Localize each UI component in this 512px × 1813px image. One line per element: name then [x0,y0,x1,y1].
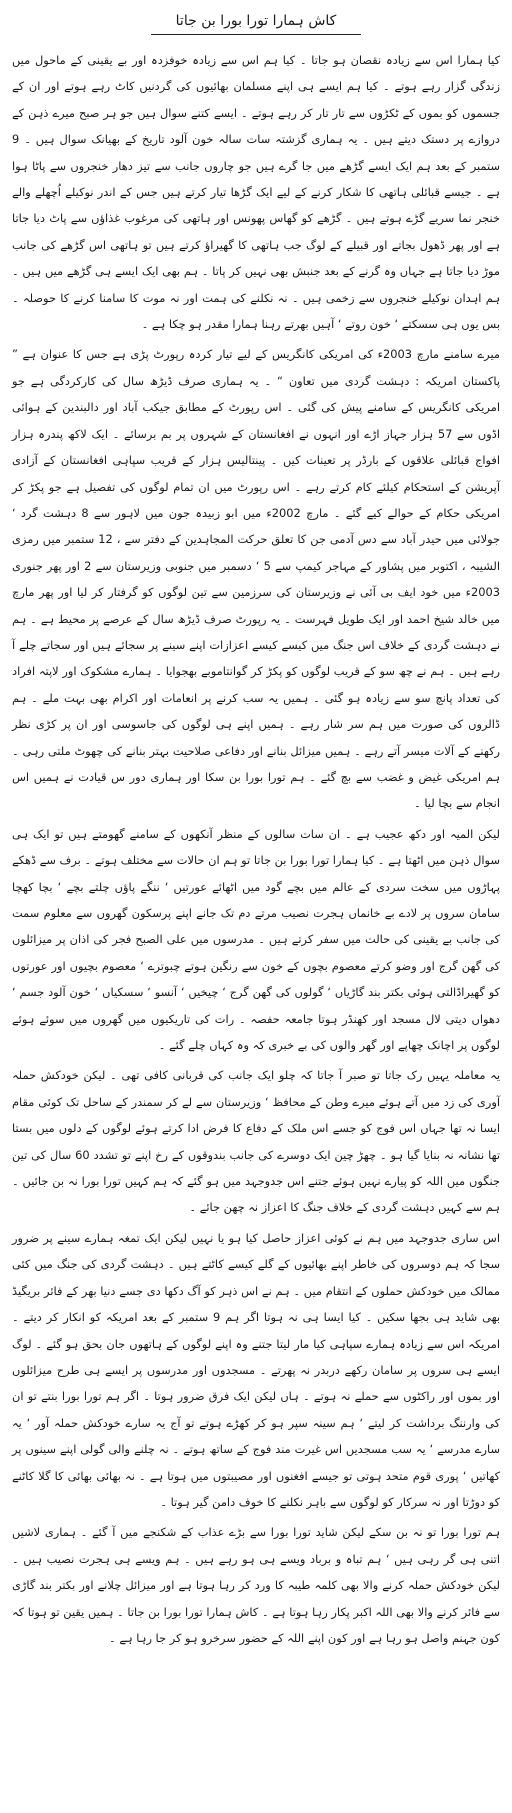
paragraph-5: اس ساری جدوجہد میں ہم نے کوئی اعزاز حاصل کیا ہو یا نہیں لیکن ایک تمغہ ہمارے سینے پر ضرور سجا کہ ہم دوسروں کی خاطر اپنے بھائیوں کے گلے کیسے کاٹتے ہیں ۔ دہشت گردی کی جنگ میں کئی ممالک میں خودکش حملوں کے انتقام میں ۔ ہم نے اس ذہر کو آگ دکھا دی جسے دنیا بھر کے فائر بریگیڈ بھی شاید ہی بجھا سکیں ۔ کیا ایسا ہی نہ ہوتا اگر ہم 9 ستمبر کے بعد امریکہ کو انکار کر دیتے ۔ امریکہ اس سے زیادہ ہمارے سپاہی کیا مار لیتا جتنے وہ اپنے لوگوں کے ہاتھوں جان بحق ہو گئے ۔ لوگ ایسے ہی سروں پر سامان رکھے دربدر نہ پھرتے ۔ مسجدوں اور مدرسوں پر ایسے ہی طرح میزائلوں اور بموں اور راکٹوں سے حملے نہ ہوتے ۔ ہاں لیکن ایک فرق ضرور ہوتا ۔ اگر ہم تورا بورا بنتے تو ان کی وارننگ برداشت کر لیتے ‘ ہم سینہ سپر ہو کر کھڑے ہوتے تو آج یہ سارے خودکش حملہ آور ‘ یہ سارے مدرسے ‘ یہ سب مسجدیں اس غیرت مند فوج کے ساتھ ہوتے ۔ نہ چلنے والی گولی اپنے سینوں پر کھاتیں ‘ پوری قوم متحد ہوتی تو جیسے افغنوں اور مصیبتوں میں ہوتا ہے ۔ نہ بھائی بھائی کا گلا کاٹنے کو دوڑتا اور نہ سرکار کو لوگوں سے باہر نکلنے کا خوف دامن گیر ہوتا ۔ [12,1230,500,1509]
paragraph-4: یہ معاملہ یہیں رک جاتا تو صبر آ جاتا کہ چلو ایک جانب کی قربانی کافی تھی ۔ لیکن خودکش حملہ آوری کی زد میں آتے ہوئے میرے وطن کے محافظ ‘ وزیرستان سے لے کر سمندر کے ساحل تک کوئی مقام ایسا نہ تھا جہاں اس فوج کو جسے اس ملک کے دفاع کا فرض ادا کرتے ہوئے لوگوں کے دلوں میں بستا تھا نشانہ نہ بنایا گیا ہو ۔ چھڑ چین ایک دوسرے کی جانب بندوقوں کے رخ اپنے تو تشدد 60 سال کی تین جنگوں میں اللہ کو پیارے نہیں ہوئے جتنے اس جدوجہد میں ہو گئے کہ ہم کہیں تورا بورا نہ بن جائیں ۔ ہم سے کہیں دہشت گردی کے خلاف جنگ کا اعزاز نہ چھن جائے ۔ [12,1068,500,1215]
title-underline [151,34,361,35]
paragraph-3: لیکن المیہ اور دکھ عجیب ہے ۔ ان سات سالوں کے منظر آنکھوں کے سامنے گھومتے ہیں تو ایک ہی سوال ذہن میں اٹھتا ہے ۔ کیا ہمارا تورا بورا بن جاتا تو ہم ان حالات سے مختلف ہوتے ۔ برف سے ڈھکے پہاڑوں میں سخت سردی کے عالم میں بچے گود میں اٹھائے عورتیں ‘ ننگے پاؤں چلتے بچے ‘ بچا کھچا سامان سروں پر لادے بے خانماں ہجرت نصیب مرتے دم تک جانے اپنے پرسکون گھروں سے معلوم سمت کی جانب بے یقینی کی حالت میں سفر کرتے ہیں ۔ مدرسوں میں علی الصبح فجر کی اذان پر میزائلوں کی گھن گرج اور وضو کرتے معصوم بچوں کے خون سے رنگین ہوتے چبوترے ‘ معصوم بچیوں اور عورتوں کو گھیراڈالتی ہوئی بکتر بند گاڑیاں ‘ گولوں کی گھن گرج ‘ چیخیں ‘ آنسو ‘ سسکیاں ‘ خون آلود جسم ‘ دھواں دیتی لال مسجد اور کھنڈر ہوتا جامعہ حفصہ ۔ رات کی تاریکیوں میں گھروں میں سوئے ہوئے لوگوں پر اچانک چھاپے اور گھر والوں کی بے خبری کہ وہ کہاں چلے گئے ۔ [12,826,500,1053]
article-body [12,47,500,1651]
article-title: کاش ہمارا تورا بورا بن جاتا [175,13,337,29]
paragraph-6: ہم تورا بورا تو نہ بن سکے لیکن شاید تورا بورا سے بڑے عذاب کے شکنجے میں آ گئے ۔ ہماری لاشیں اتنی ہی گر رہی ہیں ‘ ہم تباہ و برباد ویسے ہی ہو رہے ہیں ۔ ہم ویسے ہی ہجرت نصیب ہیں ۔ لیکن خودکش حملہ کرنے والا بھی کلمہ طیبہ کا ورد کر رہا ہوتا ہے اور میزائل چلانے اور بکتر بند گاڑی سے فائر کرنے والا بھی اللہ اکبر پکار رہا ہوتا ہے ۔ کاش ہمارا تورا بورا بن جاتا ۔ ہمیں یقین تو ہوتا کہ کون جہنم واصل ہو رہا ہے اور کون اپنے اللہ کے حضور سرخرو ہو کر جا رہا ہے ۔ [12,1525,500,1645]
paragraph-1: کیا ہمارا اس سے زیادہ نقصان ہو جاتا ۔ کیا ہم اس سے زیادہ خوفزدہ اور بے یقینی کے ماحول میں زندگی گزار رہے ہوتے ۔ کیا ہم ایسے ہی اپنے مسلمان بھائیوں کی گردنیں کاٹ رہے ہوتے اور ان کے جسموں کو بموں کے ٹکڑوں سے تار تار کر رہے ہوتے ۔ ایسے کتنے سوال ہیں جو ہر صبح میرے ذہن کے دروازے پر دستک دیتے ہیں ۔ یہ ہماری گزشتہ سات سالہ خون آلود تاریخ کے بھیانک سوال ہیں ۔ 9 ستمبر کے بعد ہم ایک ایسے گڑھے میں جا گرے ہیں جو چاروں جانب سے تیز دھار خنجروں سے پاٹا ہوا ہے ۔ جیسے قبائلی ہاتھی کا شکار کرنے کے لیے ایک گڑھا تیار کرتے ہیں جس کے اندر نوکیلے اُچھلے والے خنجر نما سریے گڑے ہوتے ہیں ۔ گڑھے کو گھاس پھونس اور ہاتھی کی مرغوب غذاؤں سے پاٹ دیا جاتا ہے اور پھر ڈھول بجاتے اور قبیلے کے لوگ جب ہاتھی کا گھیراؤ کرتے ہیں تو ہاتھی اس گڑھے کی جانب موڑ دیا جاتا ہے جہاں وہ گرنے کے بعد جنبش بھی نہیں کر پاتا ۔ ہم بھی ایک ایسے ہی گڑھے میں ہیں ۔ ہم اہدان نوکیلے خنجروں سے زخمی ہیں ۔ نہ نکلنے کی ہمت اور نہ موت کا سامنا کرنے کا حوصلہ ۔ بس یوں ہی سسکتے ‘ خون روتے ‘ آہیں بھرتے رہنا ہمارا مقدر ہو چکا ہے ۔ [12,53,500,332]
paragraph-2: میرے سامنے مارچ 2003ء کی امریکی کانگریس کے لیے تیار کردہ رپورٹ پڑی ہے جس کا عنوان ہے ” پاکستان امریکہ : دہشت گردی میں تعاون “ ۔ یہ ہماری صرف ڈیڑھ سال کی کارکردگی ہے جو امریکی کانگریس کے سامنے پیش کی گئی ۔ اس رپورٹ کے مطابق جیکب آباد اور دالبندین کے ہوائی اڈوں سے 57 ہزار جہاز اڑے اور انہوں نے افغانستان کے شہروں پر بم برسائے ۔ ایک لاکھ پندرہ ہزار افواج قبائلی علاقوں کے بارڈر پر تعینات کیں ۔ پینتالیس ہزار کے قریب سپاہی افغانستان کے آزادی آپریشن کے استحکام کیلئے کام کرتے رہے ۔ اس رپورٹ میں ان تمام لوگوں کی تفصیل ہے جو پکڑ کر امریکی حکام کے حوالے کیے گئے ۔ مارچ 2002ء میں ابو زبیدہ جون میں لاہور سے 8 دہشت گرد ‘ جولائی میں حیدر آباد سے دس آدمی جن کا تعلق حرکت المجاہدین کے دفتر سے ، 12 ستمبر میں رمزی الشیبہ ، اکتوبر میں پشاور کے مہاجر کیمپ سے 5 ‘ دسمبر میں جنوبی وزیرستان سے 2 اور پھر جنوری 2003ء میں خود ایف بی آئی نے وزیرستان کی سرزمین سے تین لوگوں کو گرفتار کر لیا اور پھر مارچ میں خالد شیخ احمد اور ایک طویل فہرست ۔ یہ رپورٹ صرف ڈیڑھ سال کے عرصے پر محیط ہے ۔ ہم نے دہشت گردی کے خلاف اس جنگ میں کیسے کیسے اعزازات اپنے سینے پر سجائے ہیں اور سجاتے چلے آ رہے ہیں ۔ ہم نے چھ سو کے قریب لوگوں کو پکڑ کر گوانتاموبے بھجوایا ۔ ہمارے مشکوک اور لاپتہ افراد کی تعداد پانچ سو سے زیادہ ہو گئی ۔ ہمیں یہ سب کرنے پر انعامات اور اکرام بھی بہت ملے ۔ ہم ڈالروں کی صورت میں ہم سر شار رہے ۔ ہمیں اپنے ہی لوگوں کی جاسوسی اور ان پر کڑی نظر رکھنے کے آلات میسر آتے رہے ۔ ہمیں میزائل بنانے اور دفاعی صلاحیت بہتر بنانے کی چھوٹ ملتی رہی ۔ ہم امریکی غیض و غضب سے بچ گئے ۔ ہم تورا بورا بن سکا اور ہماری دور س قیادت نے ہمیں اس انجام سے بچا لیا ۔ [12,347,500,811]
